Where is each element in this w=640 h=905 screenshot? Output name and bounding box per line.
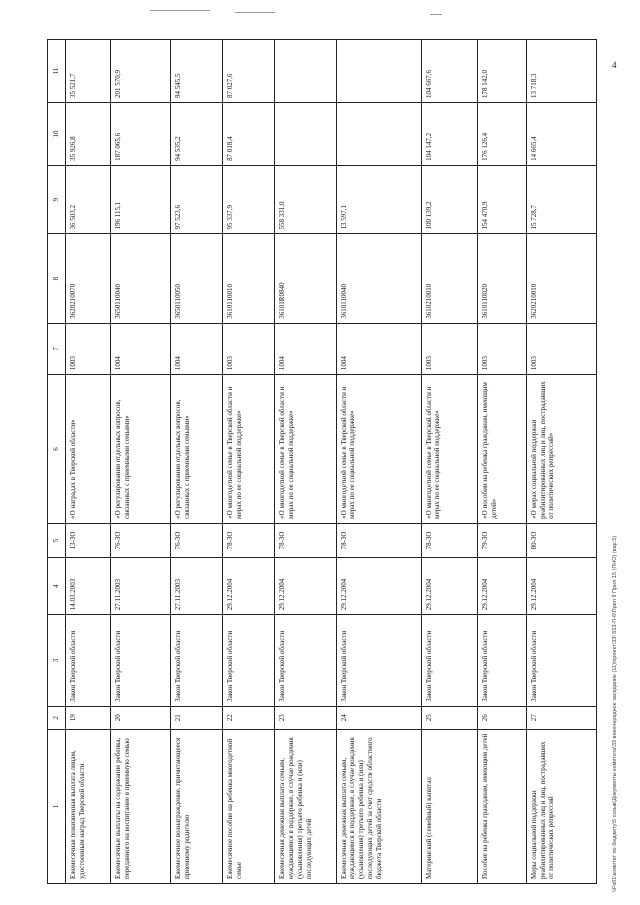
target-code: 36101R0840 — [275, 234, 336, 323]
amount-year-2: 14 665,4 — [526, 102, 596, 165]
row-number: 19 — [66, 706, 111, 729]
table-row — [66, 40, 111, 884]
section-code: 1003 — [223, 323, 275, 374]
section-code: 1004 — [336, 323, 421, 374]
amount-year-3: 94 545,5 — [171, 40, 223, 103]
law-number: 78-ЗО — [421, 523, 478, 557]
target-code: 3610110020 — [478, 234, 527, 323]
law-title: «О регулировании отдельных вопросов, связанных с приемными семьями» — [111, 375, 171, 524]
law-type: Закон Тверской области — [421, 615, 478, 706]
row-number: 20 — [111, 706, 171, 729]
target-code: 3610210010 — [421, 234, 478, 323]
amount-year-3: 13 718,3 — [526, 40, 596, 103]
amount-year-1: 100 139,2 — [421, 165, 478, 234]
amount-year-2: 87 018,4 — [223, 102, 275, 165]
law-title: «О пособии на ребенка гражданам, имеющим детей» — [478, 375, 527, 524]
table-row — [421, 40, 478, 884]
amount-year-2 — [336, 102, 421, 165]
target-code: 3620210010 — [526, 234, 596, 323]
row-number: 21 — [171, 706, 223, 729]
law-title: «О наградах в Тверской области» — [66, 375, 111, 524]
law-date: 29.12.2004 — [275, 558, 336, 615]
amount-year-1: 558 331,0 — [275, 165, 336, 234]
law-title: «О многодетной семье в Тверской области и мерах по ее социальной поддержке» — [336, 375, 421, 524]
header-cell: 11 — [48, 40, 66, 103]
amount-year-2: 35 926,8 — [66, 102, 111, 165]
measure-name: Ежемесячная пожизненная выплата лицам, удостоенным наград Тверской области — [66, 729, 111, 883]
section-code: 1003 — [66, 323, 111, 374]
measure-name: Ежемесячные выплаты на содержание ребенка, переданного на воспитание в приемную семью — [111, 729, 171, 883]
law-date: 29.12.2004 — [336, 558, 421, 615]
amount-year-1: 196 115,1 — [111, 165, 171, 234]
target-code: 3650110050 — [171, 234, 223, 323]
amount-year-1: 15 728,7 — [526, 165, 596, 234]
header-cell: 10 — [48, 102, 66, 165]
row-number: 27 — [526, 706, 596, 729]
table-row — [526, 40, 596, 884]
amount-year-1: 13 597,1 — [336, 165, 421, 234]
law-number: 76-ЗО — [171, 523, 223, 557]
amount-year-3 — [275, 40, 336, 103]
law-type: Закон Тверской области — [275, 615, 336, 706]
law-number: 13-ЗО — [66, 523, 111, 557]
measure-name: Ежемесячная денежная выплата семьям, нуждающимся в поддержке, в случае рождения (усыновления) третьего ребенка и (или) последующих детей — [275, 729, 336, 883]
law-number: 76-ЗО — [111, 523, 171, 557]
header-cell: 9 — [48, 165, 66, 234]
rotated-table-container — [47, 39, 597, 884]
header-cell: 3 — [48, 615, 66, 706]
law-number: 80-ЗО — [526, 523, 596, 557]
law-date: 14.03.2003 — [66, 558, 111, 615]
section-code: 1003 — [421, 323, 478, 374]
row-number: 26 — [478, 706, 527, 729]
amount-year-1: 95 337,9 — [223, 165, 275, 234]
header-cell: 1 — [48, 729, 66, 883]
target-code: 3610110010 — [223, 234, 275, 323]
law-date: 29.12.2004 — [526, 558, 596, 615]
section-code: 1004 — [111, 323, 171, 374]
table-row — [336, 40, 421, 884]
table-row — [171, 40, 223, 884]
amount-year-3: 178 142,0 — [478, 40, 527, 103]
header-cell: 2 — [48, 706, 66, 729]
header-cell: 8 — [48, 234, 66, 323]
header-cell: 5 — [48, 523, 66, 557]
header-cell: 6 — [48, 375, 66, 524]
amount-year-1: 36 503,2 — [66, 165, 111, 234]
section-code: 1004 — [171, 323, 223, 374]
target-code: 3620210070 — [66, 234, 111, 323]
amount-year-3: 35 521,7 — [66, 40, 111, 103]
law-type: Закон Тверской области — [478, 615, 527, 706]
amount-year-1: 154 470,9 — [478, 165, 527, 234]
section-code: 1003 — [478, 323, 527, 374]
law-title: «О регулировании отдельных вопросов, связанных с приемными семьями» — [171, 375, 223, 524]
law-date: 29.12.2004 — [478, 558, 527, 615]
amount-year-2 — [275, 102, 336, 165]
law-date: 27.11.2003 — [111, 558, 171, 615]
amount-year-3 — [336, 40, 421, 103]
section-code: 1003 — [526, 323, 596, 374]
amount-year-2: 104 147,2 — [421, 102, 478, 165]
amount-year-2: 176 126,4 — [478, 102, 527, 165]
amount-year-2: 94 535,2 — [171, 102, 223, 165]
law-title: «О многодетной семье в Тверской области и мерах по ее социальной поддержке» — [275, 375, 336, 524]
law-number: 78-ЗО — [223, 523, 275, 557]
page-number: 4 — [612, 60, 617, 70]
law-date: 29.12.2004 — [223, 558, 275, 615]
target-code: 3650110040 — [111, 234, 171, 323]
law-type: Закон Тверской области — [223, 615, 275, 706]
law-title: «О многодетной семье в Тверской области и мерах по ее социальной поддержке» — [421, 375, 478, 524]
law-date: 27.11.2003 — [171, 558, 223, 615]
measure-name: Ежемесячное вознаграждение, причитающееся приемному родителю — [171, 729, 223, 883]
obligations-table — [47, 39, 597, 884]
law-type: Закон Тверской области — [171, 615, 223, 706]
law-type: Закон Тверской области — [336, 615, 421, 706]
amount-year-1: 97 523,6 — [171, 165, 223, 234]
row-number: 24 — [336, 706, 421, 729]
law-type: Закон Тверской области — [526, 615, 596, 706]
row-number: 25 — [421, 706, 478, 729]
section-code: 1004 — [275, 323, 336, 374]
law-title: «О многодетной семье в Тверской области и мерах по ее социальной поддержке» — [223, 375, 275, 524]
amount-year-3: 104 667,6 — [421, 40, 478, 103]
measure-name: Материнский (семейный) капитал — [421, 729, 478, 883]
table-row — [275, 40, 336, 884]
table-header-row — [48, 40, 66, 884]
table-row — [223, 40, 275, 884]
amount-year-3: 201 570,9 — [111, 40, 171, 103]
law-type: Закон Тверской области — [66, 615, 111, 706]
measure-name: Ежемесячная денежная выплата семьям, нуждающимся в поддержке, в случае рождения (усыновления) третьего ребенка и (или) последующих детей за счет средств областного бюджета Тверской области — [336, 729, 421, 883]
scan-artifacts — [0, 0, 640, 40]
measure-name: Меры социальной поддержки реабилитированных лиц и лиц, пострадавших от политических репрессий — [526, 729, 596, 883]
law-number: 78-ЗО — [336, 523, 421, 557]
measure-name: Пособие на ребенка гражданам, имеющим детей — [478, 729, 527, 883]
amount-year-3: 87 027,6 — [223, 40, 275, 103]
measure-name: Ежемесячное пособие на ребенка многодетной семье — [223, 729, 275, 883]
row-number: 22 — [223, 706, 275, 729]
table-row — [111, 40, 171, 884]
law-date: 29.12.2004 — [421, 558, 478, 615]
header-cell: 7 — [48, 323, 66, 374]
table-row — [478, 40, 527, 884]
header-cell: 4 — [48, 558, 66, 615]
target-code: 3610110040 — [336, 234, 421, 323]
law-title: «О мерах социальной поддержки реабилитированных лиц и лиц, пострадавших от политических репрессий» — [526, 375, 596, 524]
law-number: 78-ЗО — [275, 523, 336, 557]
row-number: 23 — [275, 706, 336, 729]
amount-year-2: 187 065,6 — [111, 102, 171, 165]
law-number: 79-ЗО — [478, 523, 527, 557]
footer-file-path: \\Fs01\комитет по бюджету\5 созыв\Документы комитета\33 внеочередное заседание (11)\проект\33\ 653-П-6\Прил 9 Прил 15 (ПНО) (вар.5) — [612, 535, 618, 892]
law-type: Закон Тверской области — [111, 615, 171, 706]
